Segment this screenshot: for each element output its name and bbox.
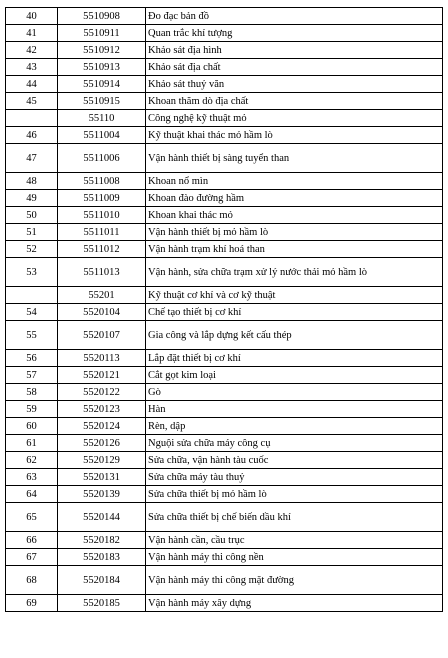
occupation-code-cell: 5510914 [58, 76, 146, 93]
table-row [6, 241, 443, 258]
row-number-cell: 53 [6, 258, 58, 287]
row-number-cell: 61 [6, 435, 58, 452]
occupation-name-cell: Kỹ thuật cơ khí và cơ kỹ thuật [146, 287, 443, 304]
occupation-name-cell: Sửa chữa thiết bị mỏ hầm lò [146, 486, 443, 503]
row-number-cell [6, 287, 58, 304]
occupation-name-cell: Khoan khai thác mỏ [146, 207, 443, 224]
occupation-name-cell: Vận hành máy xây dựng [146, 595, 443, 612]
occupation-code-cell: 5511013 [58, 258, 146, 287]
row-number-cell: 41 [6, 25, 58, 42]
occupation-code-cell: 5510913 [58, 59, 146, 76]
row-number-cell: 59 [6, 401, 58, 418]
occupation-code-cell: 5520184 [58, 566, 146, 595]
row-number-cell: 64 [6, 486, 58, 503]
row-number-cell: 44 [6, 76, 58, 93]
row-number-cell: 60 [6, 418, 58, 435]
table-row [6, 127, 443, 144]
occupation-code-cell: 5520123 [58, 401, 146, 418]
table-row [6, 566, 443, 595]
occupation-code-cell: 5511006 [58, 144, 146, 173]
occupation-name-cell: Công nghệ kỹ thuật mỏ [146, 110, 443, 127]
occupation-name-cell: Vận hành thiết bị sàng tuyển than [146, 144, 443, 173]
occupation-name-cell: Sửa chữa máy tàu thuỷ [146, 469, 443, 486]
occupation-name-cell: Sửa chữa, vận hành tàu cuốc [146, 452, 443, 469]
occupation-code-cell: 5520113 [58, 350, 146, 367]
occupation-name-cell: Quan trắc khí tượng [146, 25, 443, 42]
occupation-name-cell: Nguội sửa chữa máy công cụ [146, 435, 443, 452]
table-row [6, 8, 443, 25]
occupation-name-cell: Khoan thăm dò địa chất [146, 93, 443, 110]
table-row [6, 350, 443, 367]
row-number-cell: 46 [6, 127, 58, 144]
row-number-cell: 56 [6, 350, 58, 367]
row-number-cell: 40 [6, 8, 58, 25]
row-number-cell: 68 [6, 566, 58, 595]
table-row [6, 110, 443, 127]
occupation-code-cell: 5520182 [58, 532, 146, 549]
table-row [6, 486, 443, 503]
row-number-cell: 66 [6, 532, 58, 549]
table-row [6, 503, 443, 532]
occupation-code-cell: 5520122 [58, 384, 146, 401]
table-row [6, 304, 443, 321]
row-number-cell: 54 [6, 304, 58, 321]
table-row [6, 224, 443, 241]
row-number-cell: 63 [6, 469, 58, 486]
row-number-cell: 58 [6, 384, 58, 401]
row-number-cell: 57 [6, 367, 58, 384]
table-row [6, 25, 443, 42]
occupation-name-cell: Kỹ thuật khai thác mỏ hầm lò [146, 127, 443, 144]
occupation-code-cell: 5510911 [58, 25, 146, 42]
row-number-cell: 49 [6, 190, 58, 207]
occupation-name-cell: Cắt gọt kim loại [146, 367, 443, 384]
table-row [6, 469, 443, 486]
occupation-name-cell: Hàn [146, 401, 443, 418]
occupation-code-table [5, 7, 443, 612]
table-row [6, 144, 443, 173]
row-number-cell: 55 [6, 321, 58, 350]
table-row [6, 93, 443, 110]
table-row [6, 452, 443, 469]
occupation-code-cell: 5511011 [58, 224, 146, 241]
occupation-code-cell: 5520107 [58, 321, 146, 350]
occupation-code-cell: 5510908 [58, 8, 146, 25]
occupation-name-cell: Chế tạo thiết bị cơ khí [146, 304, 443, 321]
occupation-code-cell: 5510915 [58, 93, 146, 110]
occupation-code-cell: 5511008 [58, 173, 146, 190]
table-body [6, 8, 443, 612]
row-number-cell: 52 [6, 241, 58, 258]
occupation-name-cell: Vận hành, sửa chữa trạm xử lý nước thải mỏ hầm lò [146, 258, 443, 287]
occupation-name-cell: Rèn, dập [146, 418, 443, 435]
table-row [6, 287, 443, 304]
table-row [6, 549, 443, 566]
occupation-code-cell: 5511009 [58, 190, 146, 207]
occupation-name-cell: Sửa chữa thiết bị chế biến dầu khí [146, 503, 443, 532]
occupation-code-cell: 5520183 [58, 549, 146, 566]
table-row [6, 173, 443, 190]
row-number-cell: 47 [6, 144, 58, 173]
occupation-name-cell: Vận hành máy thi công mặt đường [146, 566, 443, 595]
table-row [6, 59, 443, 76]
row-number-cell: 50 [6, 207, 58, 224]
occupation-name-cell: Đo đạc bản đồ [146, 8, 443, 25]
occupation-code-cell: 5511010 [58, 207, 146, 224]
table-row [6, 207, 443, 224]
occupation-name-cell: Vận hành trạm khí hoá than [146, 241, 443, 258]
occupation-name-cell: Gia công và lắp dựng kết cấu thép [146, 321, 443, 350]
table-row [6, 384, 443, 401]
occupation-code-cell: 5520129 [58, 452, 146, 469]
occupation-code-cell: 55201 [58, 287, 146, 304]
table-row [6, 595, 443, 612]
table-row [6, 435, 443, 452]
table-row [6, 321, 443, 350]
occupation-code-cell: 5511012 [58, 241, 146, 258]
row-number-cell: 62 [6, 452, 58, 469]
table-row [6, 401, 443, 418]
occupation-name-cell: Vận hành thiết bị mỏ hầm lò [146, 224, 443, 241]
table-row [6, 42, 443, 59]
occupation-name-cell: Khảo sát địa hình [146, 42, 443, 59]
table-row [6, 190, 443, 207]
occupation-code-cell: 5520124 [58, 418, 146, 435]
occupation-name-cell: Vận hành cần, cầu trục [146, 532, 443, 549]
row-number-cell: 65 [6, 503, 58, 532]
occupation-code-cell: 55110 [58, 110, 146, 127]
occupation-code-cell: 5520121 [58, 367, 146, 384]
occupation-code-cell: 5511004 [58, 127, 146, 144]
occupation-name-cell: Khoan đào đường hầm [146, 190, 443, 207]
occupation-name-cell: Khoan nổ mìn [146, 173, 443, 190]
occupation-code-cell: 5520139 [58, 486, 146, 503]
row-number-cell: 42 [6, 42, 58, 59]
occupation-name-cell: Khảo sát thuỷ văn [146, 76, 443, 93]
occupation-code-cell: 5520144 [58, 503, 146, 532]
occupation-name-cell: Khảo sát địa chất [146, 59, 443, 76]
occupation-code-cell: 5510912 [58, 42, 146, 59]
row-number-cell: 69 [6, 595, 58, 612]
occupation-name-cell: Vận hành máy thi công nền [146, 549, 443, 566]
row-number-cell: 67 [6, 549, 58, 566]
occupation-name-cell: Lắp đặt thiết bị cơ khí [146, 350, 443, 367]
occupation-code-cell: 5520185 [58, 595, 146, 612]
occupation-code-cell: 5520104 [58, 304, 146, 321]
row-number-cell [6, 110, 58, 127]
row-number-cell: 43 [6, 59, 58, 76]
row-number-cell: 48 [6, 173, 58, 190]
occupation-code-cell: 5520126 [58, 435, 146, 452]
table-row [6, 418, 443, 435]
table-row [6, 258, 443, 287]
occupation-code-cell: 5520131 [58, 469, 146, 486]
occupation-name-cell: Gò [146, 384, 443, 401]
row-number-cell: 51 [6, 224, 58, 241]
table-row [6, 367, 443, 384]
row-number-cell: 45 [6, 93, 58, 110]
table-row [6, 532, 443, 549]
table-row [6, 76, 443, 93]
